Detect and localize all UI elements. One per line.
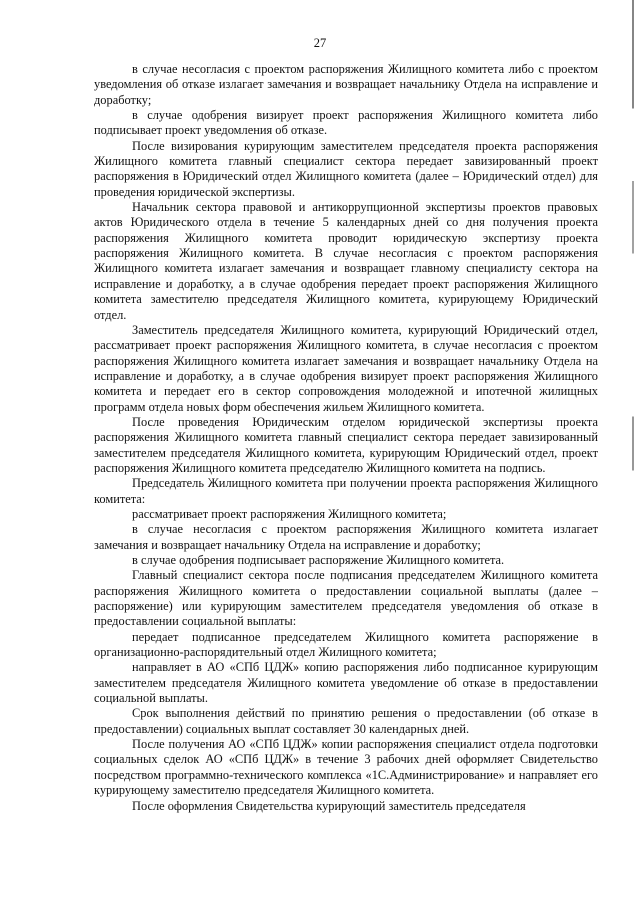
paragraph: передает подписанное председателем Жилищного комитета распоряжение в организационно-распорядительный отдел Жилищного комитета; <box>94 629 598 660</box>
paragraph: После проведения Юридическим отделом юридической экспертизы проекта распоряжения Жилищного комитета главный специалист сектора передает завизированный заместителем председателя Жилищного комитета, курирующим Юридический отдел, проект распоряжения Жилищного комитета председателю Жилищного комитета на подпись. <box>94 414 598 475</box>
paragraph: направляет в АО «СПб ЦДЖ» копию распоряжения либо подписанное курирующим заместителем председателя Жилищного комитета уведомление об отказе в предоставлении социальной выплаты. <box>94 660 598 706</box>
paragraph: Заместитель председателя Жилищного комитета, курирующий Юридический отдел, рассматривает проект распоряжения Жилищного комитета, в случае несогласия с проектом распоряжения Жилищного комитета излагает замечания и возвращает начальнику Отдела на исправление и доработку, а в случае одобрения визирует проект распоряжения Жилищного комитета и передает его в сектор сопровождения молодежной и ипотечной жилищных программ отдела новых форм обеспечения жильем Жилищного комитета. <box>94 322 598 414</box>
paragraph: Срок выполнения действий по принятию решения о предоставлении (об отказе в предоставлении) социальных выплат составляет 30 календарных дней. <box>94 706 598 736</box>
paragraph: рассматривает проект распоряжения Жилищного комитета; <box>132 506 447 521</box>
paragraph: После визирования курирующим заместителем председателя проекта распоряжения Жилищного комитета главный специалист сектора передает завизированный проект распоряжения в Юридический отдел Жилищного комитета (далее – Юридический отдел) для проведения юридической экспертизы. <box>94 138 598 199</box>
scan-edge-artifact <box>632 0 634 905</box>
paragraph: в случае несогласия с проектом распоряжения Жилищного комитета излагает замечания и возвращает начальнику Отдела на исправление и доработку; <box>94 522 598 552</box>
page-number: 27 <box>313 36 327 50</box>
paragraph: в случае несогласия с проектом распоряжения Жилищного комитета либо с проектом уведомления об отказе излагает замечания и возвращает начальнику Отдела на исправление и доработку; <box>94 62 598 107</box>
paragraph: Главный специалист сектора после подписания председателем Жилищного комитета распоряжения Жилищного комитета о предоставлении социальной выплаты (далее – распоряжение) или курирующим заместителем председателя уведомления об отказе в предоставлении социальной выплаты: <box>94 568 598 629</box>
paragraph: После оформления Свидетельства курирующий заместитель председателя <box>132 798 526 813</box>
paragraph: Председатель Жилищного комитета при получении проекта распоряжения Жилищного комитета: <box>94 476 598 506</box>
paragraph: в случае одобрения подписывает распоряжение Жилищного комитета. <box>132 553 505 567</box>
paragraph: После получения АО «СПб ЦДЖ» копии распоряжения специалист отдела подготовки социальных сделок АО «СПб ЦДЖ» в течение 3 рабочих дней оформляет Свидетельство посредством программно-технического комплекса «1С.Администрирование» и направляет его курирующему заместителю председателя Жилищного комитета. <box>94 737 598 798</box>
paragraph: Начальник сектора правовой и антикоррупционной экспертизы проектов правовых актов Юридического отдела в течение 5 календарных дней со дня получения проекта распоряжения Жилищного комитета проводит юридическую экспертизу проекта распоряжения Жилищного комитета. В случае несогласия с проектом распоряжения Жилищного комитета излагает замечания и возвращает главному специалисту сектора на исправление и доработку, а в случае одобрения передает проект распоряжения Жилищного комитета заместителю председателя Жилищного комитета, курирующему Юридический отдел. <box>94 200 598 322</box>
document-body <box>94 62 598 814</box>
paragraph: в случае одобрения визирует проект распоряжения Жилищного комитета либо подписывает проект уведомления об отказе. <box>94 108 598 138</box>
